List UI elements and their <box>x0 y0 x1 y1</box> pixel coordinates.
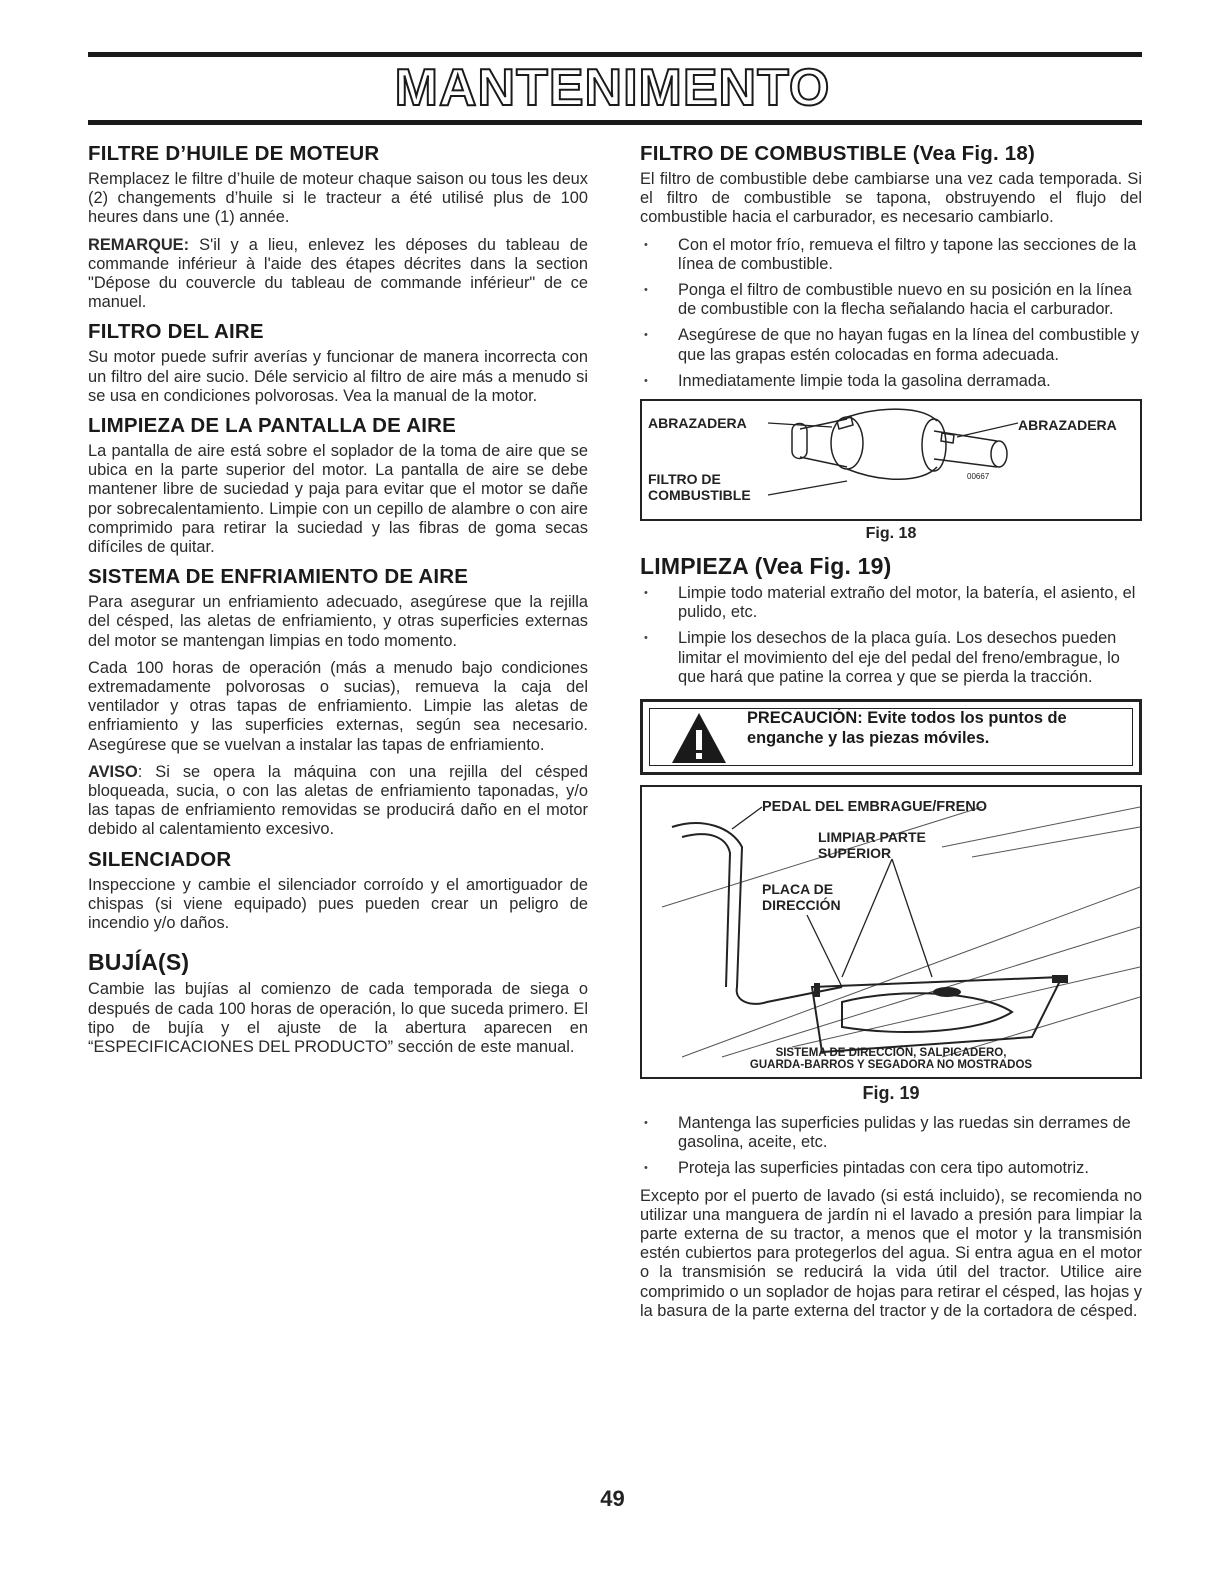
paragraph: El filtro de combustible debe cambiarse una vez cada temporada. Si el filtro de combustible se tapona, obstruyendo el flujo del combustible hacia el carburador, es necesario cambiarlo. <box>640 170 1142 227</box>
list-item: • Mantenga las superficies pulidas y las ruedas sin derrames de gasolina, aceite, etc. <box>640 1114 1142 1152</box>
section-heading: FILTRE D’HUILE DE MOTEUR <box>88 142 380 165</box>
list-item: • Ponga el filtro de combustible nuevo en su posición en la línea de combustible con la flecha señalando hacia el carburador. <box>640 281 1142 319</box>
notice-paragraph <box>88 763 588 840</box>
caution-text: PRECAUCIÓN: Evite todos los puntos de enganche y las piezas móviles. <box>747 709 1067 748</box>
bullet-list <box>640 584 1142 687</box>
bullet-list <box>640 236 1142 391</box>
list-item: • Proteja las superficies pintadas con cera tipo automotriz. <box>640 1159 1142 1178</box>
section-heading: SISTEMA DE ENFRIAMIENTO DE AIRE <box>88 565 469 589</box>
label-clamp-right: ABRAZADERA <box>1018 417 1117 434</box>
paragraph: La pantalla de aire está sobre el soplador de la toma de aire que se ubica en la parte superior del motor. La pantalla de aire se debe mantener libre de suciedad y paja para evitar que el motor se dañe por sobrecalentamiento. Limpie con un cepillo de alambre o con aire comprimido para retirar la suciedad y las fibras de goma secas difíciles de quitar. <box>88 442 588 557</box>
section-cleaning <box>640 553 1142 687</box>
label-clean-2: SUPERIOR <box>818 845 892 862</box>
figure-18 <box>640 399 1142 521</box>
figure-19 <box>640 785 1142 1079</box>
note-label: REMARQUE: <box>88 235 190 254</box>
figure-caption: Fig. 18 <box>865 525 917 543</box>
section-heading: FILTRO DEL AIRE <box>88 320 264 344</box>
paragraph: Inspeccione y cambie el silenciador corroído y el amortiguador de chispas (si viene equipado) pues pueden crear un peligro de incendio y/o daños. <box>88 875 588 933</box>
section-heading: BUJÍA(S) <box>88 949 190 976</box>
right-column <box>640 142 1142 1329</box>
section-spark-plugs <box>88 949 588 1057</box>
section-heading: SILENCIADOR <box>88 847 232 871</box>
notice-label: AVISO <box>88 762 138 781</box>
paragraph: Su motor puede sufrir averías y funcionar de manera incorrecta con un filtro del aire sucio. Déle servicio al filtro de aire más a menudo si se usa en condiciones polvorosas. Vea la manual de la motor. <box>88 348 588 405</box>
paragraph: Cambie las bujías al comienzo de cada temporada de siega o después de cada 100 horas de operación, lo que suceda primero. El tipo de bujía y el ajuste de la abertura aparecen en “ESPECIFICACIONES DEL PRODUCTO” sección de este manual. <box>88 980 588 1056</box>
list-item: • Asegúrese de que no hayan fugas en la línea del combustible y que las grapas estén colocadas en forma adecuada. <box>640 326 1142 364</box>
section-heading: LIMPIEZA (Vea Fig. 19) <box>640 553 892 580</box>
paragraph: Cada 100 horas de operación (más a menudo bajo condiciones extremadamente polvorosas o sucias), remueva la caja del ventilador y otras tapas de enfriamiento. Limpie las aletas de enfriamiento y las superficies externas, según sea necesario. Asegúrese que se vuelvan a instalar las tapas de enfriamiento. <box>88 658 588 754</box>
top-rule <box>88 52 1142 57</box>
title-rule <box>88 120 1142 125</box>
list-item: • Limpie los desechos de la placa guía. Los desechos pueden limitar el movimiento del eje del pedal del freno/embrague, lo que hará que patine la correa y que se pierda la tracción. <box>640 629 1142 687</box>
bullet-list <box>640 1114 1142 1179</box>
section-cleaning-continued <box>640 1114 1142 1321</box>
page-number: 49 <box>600 1486 625 1511</box>
label-plate-2: DIRECCIÓN <box>762 897 841 914</box>
section-fuel-filter <box>640 142 1142 391</box>
section-oil-filter <box>88 142 588 312</box>
label-clean-1: LIMPIAR PARTE <box>818 829 926 846</box>
figure-code: 00667 <box>967 472 990 482</box>
label-fuel-filter-2: COMBUSTIBLE <box>648 487 751 504</box>
notice-text: : Si se opera la máquina con una rejilla del césped bloqueada, sucia, o con las aletas de enfriamiento taponadas, y/o las tapas de enfriamiento removidas se producirá daño en el motor debido al calentamiento excesivo. <box>88 762 588 839</box>
figure-caption: Fig. 19 <box>862 1083 920 1104</box>
paragraph: Para asegurar un enfriamiento adecuado, asegúrese que la rejilla del césped, las aletas de enfriamiento, y otras superficies externas del motor se mantengan limpias en todo momento. <box>88 593 588 650</box>
label-fuel-filter-1: FILTRO DE <box>648 471 721 488</box>
figure-footnote-1: SISTEMA DE DIRECCIÓN, SALPICADERO, <box>775 1047 1007 1060</box>
section-air-filter <box>88 320 588 406</box>
caution-box <box>640 699 1142 775</box>
note-paragraph <box>88 236 588 313</box>
label-plate-1: PLACA DE <box>762 881 834 898</box>
list-item: • Inmediatamente limpie toda la gasolina derramada. <box>640 372 1142 391</box>
paragraph: Remplacez le filtre d’huile de moteur chaque saison ou tous les deux (2) changements d’huile si le tracteur a été utilisé plus de 100 heures dans une (1) année. <box>88 170 588 227</box>
label-clamp-left: ABRAZADERA <box>648 415 747 432</box>
figure-footnote-2: GUARDA-BARROS Y SEGADORA NO MOSTRADOS <box>749 1059 1033 1072</box>
section-muffler <box>88 848 588 934</box>
section-air-screen <box>88 414 588 557</box>
section-air-cooling <box>88 565 588 839</box>
page-title: MANTENIMENTO <box>394 59 831 117</box>
paragraph: Excepto por el puerto de lavado (si está incluido), se recomienda no utilizar una manguera de jardín ni el lavado a presión para limpiar la parte externa de su tractor, a menos que el motor y la transmisión estén cubiertos para protegerlos del agua. Si entra agua en el motor o la transmisión se reducirá la vida útil del tractor. Utilice aire comprimido o un soplador de hojas para retirar el césped, las hojas y la basura de la parte externa del tractor y de la cortadora de césped. <box>640 1186 1142 1320</box>
warning-triangle-icon <box>669 710 729 766</box>
note-text: S'il y a lieu, enlevez les déposes du tableau de commande inférieur à l'aide des étapes décrites dans la section "Dépose du couvercle du tableau de commande inférieur" de ce manuel. <box>88 235 588 312</box>
section-heading: FILTRO DE COMBUSTIBLE (Vea Fig. 18) <box>640 142 1036 165</box>
list-item: • Con el motor frío, remueva el filtro y tapone las secciones de la línea de combustible. <box>640 236 1142 274</box>
label-pedal: PEDAL DEL EMBRAGUE/FRENO <box>762 799 988 816</box>
list-item: • Limpie todo material extraño del motor, la batería, el asiento, el pulido, etc. <box>640 584 1142 622</box>
section-heading: LIMPIEZA DE LA PANTALLA DE AIRE <box>88 414 456 438</box>
left-column <box>88 142 588 1065</box>
